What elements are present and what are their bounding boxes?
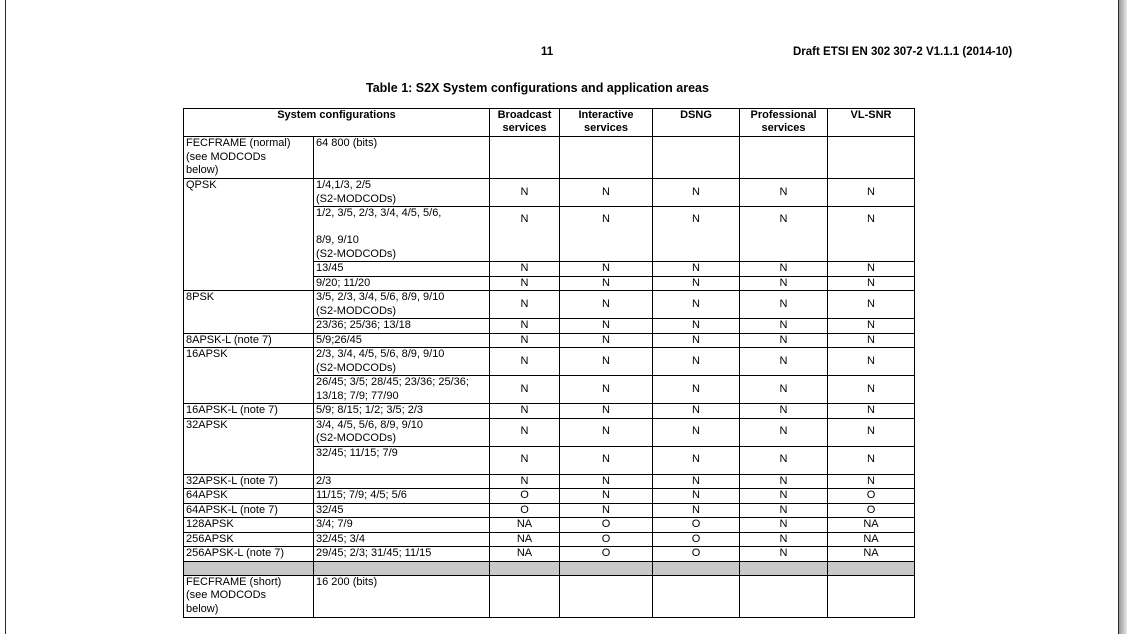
- fecframe-normal-line1: FECFRAME (normal): [186, 137, 291, 149]
- value-cell: N: [740, 503, 828, 518]
- modulation-cell: 8APSK-L (note 7): [184, 333, 314, 348]
- fecframe-short-row: [184, 575, 915, 617]
- empty-cell: [740, 137, 828, 179]
- col-professional: [740, 109, 828, 137]
- value-cell: O: [560, 547, 653, 562]
- page-shadow: [1119, 0, 1127, 634]
- modulation-cell: 64APSK: [184, 489, 314, 504]
- config-table: [183, 108, 915, 618]
- value-cell: N: [828, 179, 915, 207]
- code-rate-line: 32/45; 11/15; 7/9: [316, 446, 398, 459]
- fecframe-short-line: below): [186, 602, 219, 615]
- value-cell: N: [653, 474, 740, 489]
- value-cell: N: [653, 489, 740, 504]
- code-rates-cell: [314, 474, 490, 489]
- empty-cell: [560, 137, 653, 179]
- table-row: [184, 348, 915, 376]
- code-rate-line: 3/4, 4/5, 5/6, 8/9, 9/10: [316, 418, 424, 431]
- value-cell: N: [828, 348, 915, 376]
- col-broadcast-line1: Broadcast: [497, 109, 552, 121]
- col-professional-line2: services: [761, 122, 806, 134]
- table-row: [184, 291, 915, 319]
- value-cell: O: [828, 489, 915, 504]
- value-cell: NA: [828, 518, 915, 533]
- empty-cell: [490, 137, 560, 179]
- value-cell: NA: [490, 518, 560, 533]
- code-rate-line: 13/18; 7/9; 77/90: [316, 389, 399, 402]
- value-cell: N: [653, 404, 740, 419]
- code-rates-cell: [314, 404, 490, 419]
- value-cell: N: [740, 262, 828, 277]
- value-cell: N: [490, 376, 560, 404]
- empty-cell: [828, 575, 915, 617]
- col-interactive: [560, 109, 653, 137]
- col-dsng: DSNG: [653, 109, 740, 137]
- code-rate-line: (S2-MODCODs): [316, 432, 397, 444]
- fecframe-short-line: (see MODCODs: [186, 589, 267, 601]
- code-rates-cell: [314, 262, 490, 277]
- value-cell: N: [560, 489, 653, 504]
- code-rates-cell: [314, 547, 490, 562]
- col-interactive-line2: services: [583, 122, 629, 134]
- value-cell: N: [653, 503, 740, 518]
- value-cell: O: [490, 489, 560, 504]
- value-cell: N: [560, 319, 653, 334]
- modulation-cell: 32APSK: [184, 418, 314, 474]
- value-cell: N: [490, 179, 560, 207]
- value-text: N: [867, 213, 875, 225]
- col-interactive-line1: Interactive: [578, 109, 634, 121]
- code-rate-line: 13/45: [316, 262, 344, 274]
- value-cell: N: [560, 503, 653, 518]
- value-cell: N: [828, 319, 915, 334]
- modulation-cell: 16APSK-L (note 7): [184, 404, 314, 419]
- value-cell: N: [740, 348, 828, 376]
- value-cell: N: [490, 319, 560, 334]
- value-cell: N: [828, 276, 915, 291]
- value-cell: N: [653, 276, 740, 291]
- page-left-edge: [5, 0, 6, 634]
- value-cell: N: [828, 333, 915, 348]
- value-cell: NA: [490, 547, 560, 562]
- fecframe-normal-line3: below): [186, 164, 219, 176]
- code-rate-line: 9/20; 11/20: [316, 276, 371, 289]
- code-rate-line: (S2-MODCODs): [316, 192, 397, 205]
- code-rate-line: 32/45: [316, 503, 344, 516]
- separator-cell: [740, 561, 828, 575]
- value-cell: N: [560, 179, 653, 207]
- value-cell: O: [560, 532, 653, 547]
- separator-cell: [653, 561, 740, 575]
- separator-cell: [184, 561, 314, 575]
- value-cell: NA: [490, 532, 560, 547]
- code-rate-line: 23/36; 25/36; 13/18: [316, 319, 411, 331]
- table-row: [184, 474, 915, 489]
- value-cell: N: [828, 376, 915, 404]
- value-cell: N: [653, 348, 740, 376]
- table-row: [184, 532, 915, 547]
- value-cell: N: [653, 291, 740, 319]
- value-cell: N: [740, 547, 828, 562]
- value-cell: O: [828, 503, 915, 518]
- code-rates-cell: [314, 291, 490, 319]
- modulation-cell: 16APSK: [184, 348, 314, 404]
- value-cell: N: [490, 474, 560, 489]
- value-cell: O: [560, 518, 653, 533]
- code-rate-line: (S2-MODCODs): [316, 361, 397, 374]
- code-rates-cell: [314, 207, 490, 262]
- value-cell: N: [560, 418, 653, 446]
- table-row: [184, 518, 915, 533]
- code-rates-cell: [314, 348, 490, 376]
- separator-cell: [314, 561, 490, 575]
- code-rates-cell: [314, 376, 490, 404]
- value-cell: N: [490, 418, 560, 446]
- modulation-cell: 256APSK: [184, 532, 314, 547]
- value-text: N: [779, 213, 788, 225]
- value-cell: N: [490, 333, 560, 348]
- value-cell: N: [828, 262, 915, 277]
- separator-cell: [490, 561, 560, 575]
- value-cell: N: [490, 404, 560, 419]
- modulation-cell: 8PSK: [184, 291, 314, 334]
- value-cell: [828, 207, 915, 262]
- value-cell: NA: [828, 547, 915, 562]
- fecframe-normal-label: [184, 137, 314, 179]
- code-rate-line: 8/9, 9/10: [316, 234, 359, 246]
- value-cell: [740, 207, 828, 262]
- code-rate-line: 11/15; 7/9; 4/5; 5/6: [316, 489, 407, 501]
- value-cell: N: [490, 348, 560, 376]
- value-cell: O: [490, 503, 560, 518]
- modulation-cell: 256APSK-L (note 7): [184, 547, 314, 562]
- code-rate-line: 3/4; 7/9: [316, 518, 353, 530]
- table-row: [184, 503, 915, 518]
- code-rate-line: 3/5, 2/3, 3/4, 5/6, 8/9, 9/10: [316, 291, 445, 303]
- value-cell: N: [740, 291, 828, 319]
- code-rate-line: 2/3, 3/4, 4/5, 5/6, 8/9, 9/10: [316, 348, 445, 360]
- empty-cell: [828, 137, 915, 179]
- col-system-configurations: System configurations: [184, 109, 490, 137]
- table-header-row: [184, 109, 915, 137]
- value-cell: N: [560, 376, 653, 404]
- col-broadcast: [490, 109, 560, 137]
- value-cell: N: [490, 446, 560, 474]
- value-cell: N: [740, 376, 828, 404]
- value-cell: N: [560, 276, 653, 291]
- value-cell: N: [740, 446, 828, 474]
- code-rate-line: 29/45; 2/3; 31/45; 11/15: [316, 547, 432, 559]
- code-rate-line: 5/9;26/45: [316, 333, 362, 346]
- table-row: [184, 418, 915, 446]
- fecframe-short-line: FECFRAME (short): [186, 575, 282, 588]
- code-rate-line: 2/3: [316, 474, 332, 487]
- value-cell: N: [560, 262, 653, 277]
- value-cell: [560, 207, 653, 262]
- table-row: [184, 404, 915, 419]
- separator-row: [184, 561, 915, 575]
- table-row: [184, 333, 915, 348]
- value-text: N: [692, 213, 700, 225]
- modulation-cell: 128APSK: [184, 518, 314, 533]
- modulation-cell: 32APSK-L (note 7): [184, 474, 314, 489]
- fecframe-short-bits: 16 200 (bits): [314, 575, 490, 617]
- code-rates-cell: [314, 333, 490, 348]
- fecframe-normal-bits: 64 800 (bits): [314, 137, 490, 179]
- code-rate-line: 1/4,1/3, 2/5: [316, 179, 372, 191]
- separator-cell: [828, 561, 915, 575]
- value-cell: N: [653, 333, 740, 348]
- value-cell: N: [653, 418, 740, 446]
- code-rate-line: (S2-MODCODs): [316, 304, 397, 317]
- table-row: [184, 179, 915, 207]
- empty-cell: [653, 575, 740, 617]
- code-rate-line: 5/9; 8/15; 1/2; 3/5; 2/3: [316, 404, 424, 416]
- code-rates-cell: [314, 503, 490, 518]
- value-cell: N: [560, 333, 653, 348]
- value-cell: N: [490, 291, 560, 319]
- value-cell: N: [740, 319, 828, 334]
- value-cell: N: [490, 262, 560, 277]
- value-cell: N: [828, 418, 915, 446]
- fecframe-short-label: [184, 575, 314, 617]
- page-number: 11: [541, 46, 554, 58]
- table-row: [184, 547, 915, 562]
- value-cell: NA: [828, 532, 915, 547]
- value-cell: O: [653, 547, 740, 562]
- value-cell: N: [740, 418, 828, 446]
- value-cell: N: [740, 474, 828, 489]
- table-row: [184, 489, 915, 504]
- value-cell: [490, 207, 560, 262]
- separator-cell: [560, 561, 653, 575]
- value-cell: N: [828, 291, 915, 319]
- value-cell: N: [740, 276, 828, 291]
- code-rate-line: 1/2, 3/5, 2/3, 3/4, 4/5, 5/6,: [316, 207, 442, 219]
- empty-cell: [740, 575, 828, 617]
- value-cell: N: [560, 474, 653, 489]
- value-cell: N: [653, 319, 740, 334]
- value-cell: N: [828, 404, 915, 419]
- code-rates-cell: [314, 446, 490, 474]
- col-vl-snr: VL-SNR: [828, 109, 915, 137]
- code-rate-line: 26/45; 3/5; 28/45; 23/36; 25/36;: [316, 376, 469, 388]
- empty-cell: [560, 575, 653, 617]
- value-cell: N: [560, 446, 653, 474]
- empty-cell: [653, 137, 740, 179]
- value-cell: N: [740, 179, 828, 207]
- code-rates-cell: [314, 532, 490, 547]
- table-title: Table 1: S2X System configurations and application areas: [366, 81, 709, 95]
- code-rates-cell: [314, 418, 490, 446]
- code-rate-line: (S2-MODCODs): [316, 247, 397, 260]
- value-cell: N: [560, 348, 653, 376]
- value-cell: N: [740, 518, 828, 533]
- code-rate-line: 32/45; 3/4: [316, 532, 365, 545]
- code-rates-cell: [314, 489, 490, 504]
- value-cell: N: [828, 474, 915, 489]
- code-rates-cell: [314, 276, 490, 291]
- value-cell: N: [560, 291, 653, 319]
- code-rates-cell: [314, 518, 490, 533]
- value-cell: N: [653, 376, 740, 404]
- value-cell: N: [653, 446, 740, 474]
- value-cell: N: [740, 489, 828, 504]
- empty-cell: [490, 575, 560, 617]
- code-rates-cell: [314, 319, 490, 334]
- col-professional-line1: Professional: [750, 109, 817, 121]
- value-text: N: [602, 213, 610, 225]
- value-cell: O: [653, 518, 740, 533]
- modulation-cell: 64APSK-L (note 7): [184, 503, 314, 518]
- value-cell: N: [740, 333, 828, 348]
- value-cell: N: [653, 262, 740, 277]
- value-text: N: [520, 213, 529, 225]
- value-cell: N: [828, 446, 915, 474]
- value-cell: N: [490, 276, 560, 291]
- value-cell: N: [560, 404, 653, 419]
- value-cell: [653, 207, 740, 262]
- modulation-cell: QPSK: [184, 179, 314, 291]
- col-broadcast-line2: services: [502, 122, 547, 134]
- code-rates-cell: [314, 179, 490, 207]
- value-cell: O: [653, 532, 740, 547]
- fecframe-normal-line2: (see MODCODs: [186, 150, 267, 163]
- document-id: Draft ETSI EN 302 307-2 V1.1.1 (2014-10): [793, 46, 1013, 58]
- value-cell: N: [740, 532, 828, 547]
- value-cell: N: [740, 404, 828, 419]
- fecframe-normal-row: [184, 137, 915, 179]
- value-cell: N: [653, 179, 740, 207]
- code-rate-line: [316, 221, 487, 235]
